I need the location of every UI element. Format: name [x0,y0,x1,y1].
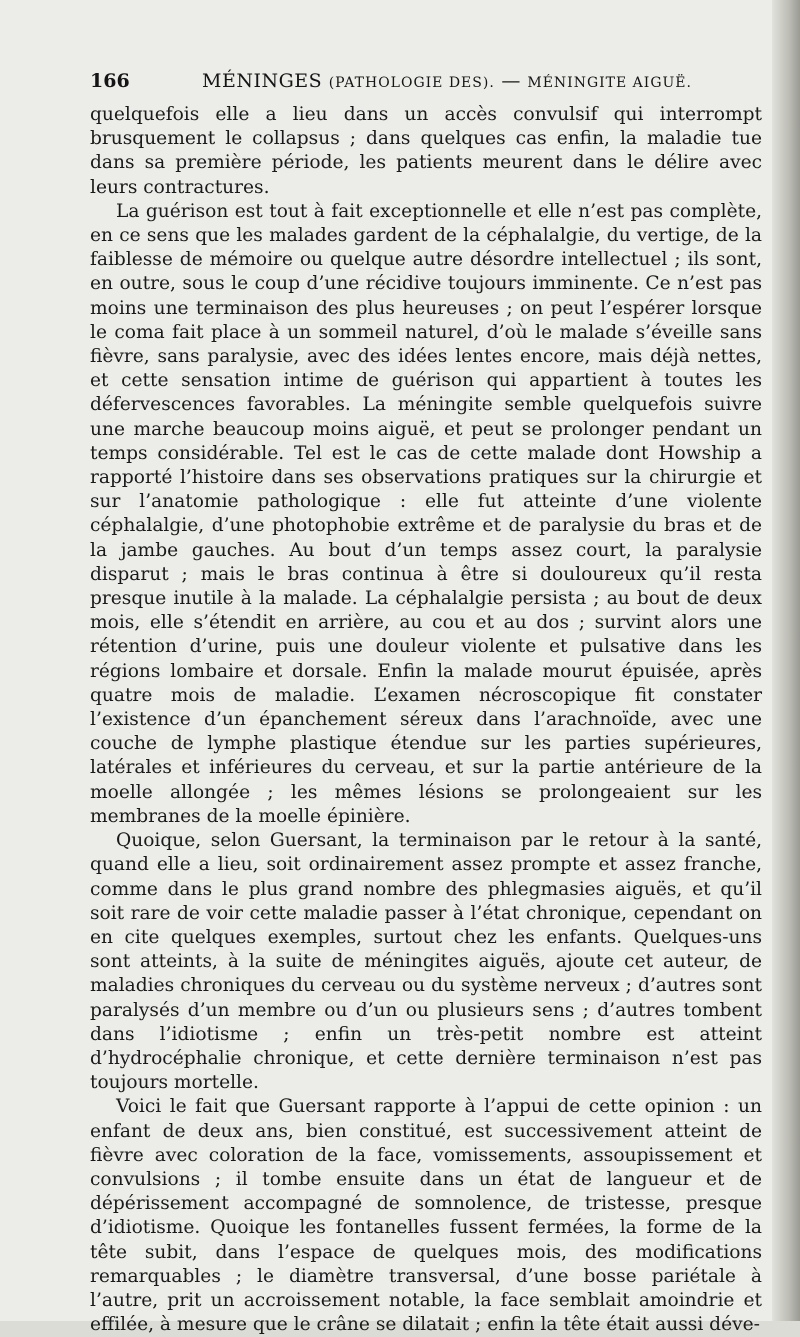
title-section: MÉNINGITE AIGUË. [527,75,692,91]
title-dash: — [501,70,521,92]
running-header [90,70,770,100]
page-number: 166 [90,70,130,92]
page-edge [772,0,800,1321]
title-parenthetical: (PATHOLOGIE DES). [328,75,495,91]
body-text [90,103,762,1337]
title-main: MÉNINGES [202,70,323,92]
running-title [202,70,692,92]
paragraph-guerison: La guérison est tout à fait exceptionnelle et elle n’est pas complète, en ce sens que les malades gardent de la céphalalgie, du vertige, de la faiblesse de mémoire ou quelque autre désordre intellectuel ; ils sont, en outre, sous le coup d’une récidive toujours imminente. Ce n’est pas moins une terminaison des plus heureuses ; on peut l’espérer lorsque le coma fait place à un sommeil naturel, d’où le malade s’éveille sans fièvre, sans paralysie, avec des idées lentes encore, mais déjà nettes, et cette sensation intime de guérison qui appartient à toutes les défervescences favorables. La méningite semble quelquefois suivre une marche beaucoup moins aiguë, et peut se prolonger pendant un temps considérable. Tel est le cas de cette malade dont Howship a rapporté l’histoire dans ses observations pratiques sur la chirurgie et sur l’anatomie pathologique : elle fut atteinte d’une violente céphalalgie, d’une photophobie extrême et de paralysie du bras et de la jambe gauches. Au bout d’un temps assez court, la paralysie disparut ; mais le bras continua à être si douloureux qu’il resta presque inutile à la malade. La céphalalgie persista ; au bout de deux mois, elle s’étendit en arrière, au cou et au dos ; survint alors une rétention d’urine, puis une douleur violente et pulsative dans les régions lombaire et dorsale. Enfin la malade mourut épuisée, après quatre mois de maladie. L’examen nécroscopique fit constater l’existence d’un épanchement séreux dans l’arachnoïde, avec une couche de lymphe plastique étendue sur les parties supérieures, latérales et inférieures du cerveau, et sur la partie antérieure de la moelle allongée ; les mêmes lésions se prolongeaient sur les membranes de la moelle épinière. [90,200,762,827]
paragraph-continued: quelquefois elle a lieu dans un accès convulsif qui interrompt brusquement le collapsus ; dans quelques cas enfin, la maladie tue dans sa première période, les patients meurent dans le délire avec leurs contractures. [90,104,762,198]
paragraph-fait: Voici le fait que Guersant rapporte à l’appui de cette opinion : un enfant de deux ans, bien constitué, est successivement atteint de fièvre avec coloration de la face, vomissements, assoupissement et convulsions ; il tombe ensuite dans un état de langueur et de dépérissement accompagné de somnolence, de tristesse, presque d’idiotisme. Quoique les fontanelles fussent fermées, la forme de la tête subit, dans l’espace de quelques mois, des modifications remarquables ; le diamètre transversal, d’une bosse pariétale à l’autre, prit un accroissement notable, la face semblait amoindrie et effilée, à mesure que le crâne se dilatait ; enfin la tête était aussi déve- [90,1096,762,1336]
paragraph-guersant: Quoique, selon Guersant, la terminaison par le retour à la santé, quand elle a lieu, soit ordinairement assez prompte et assez franche, comme dans le plus grand nombre des phlegmasies aiguës, et qu’il soit rare de voir cette maladie passer à l’état chronique, cependant on en cite quelques exemples, surtout chez les enfants. Quelques-uns sont atteints, à la suite de méningites aiguës, ajoute cet auteur, de maladies chroniques du cerveau ou du système nerveux ; d’autres sont paralysés d’un membre ou d’un ou plusieurs sens ; d’autres tombent dans l’idiotisme ; enfin un très-petit nombre est atteint d’hydrocéphalie chronique, et cette dernière terminaison n’est pas toujours mortelle. [90,830,762,1094]
